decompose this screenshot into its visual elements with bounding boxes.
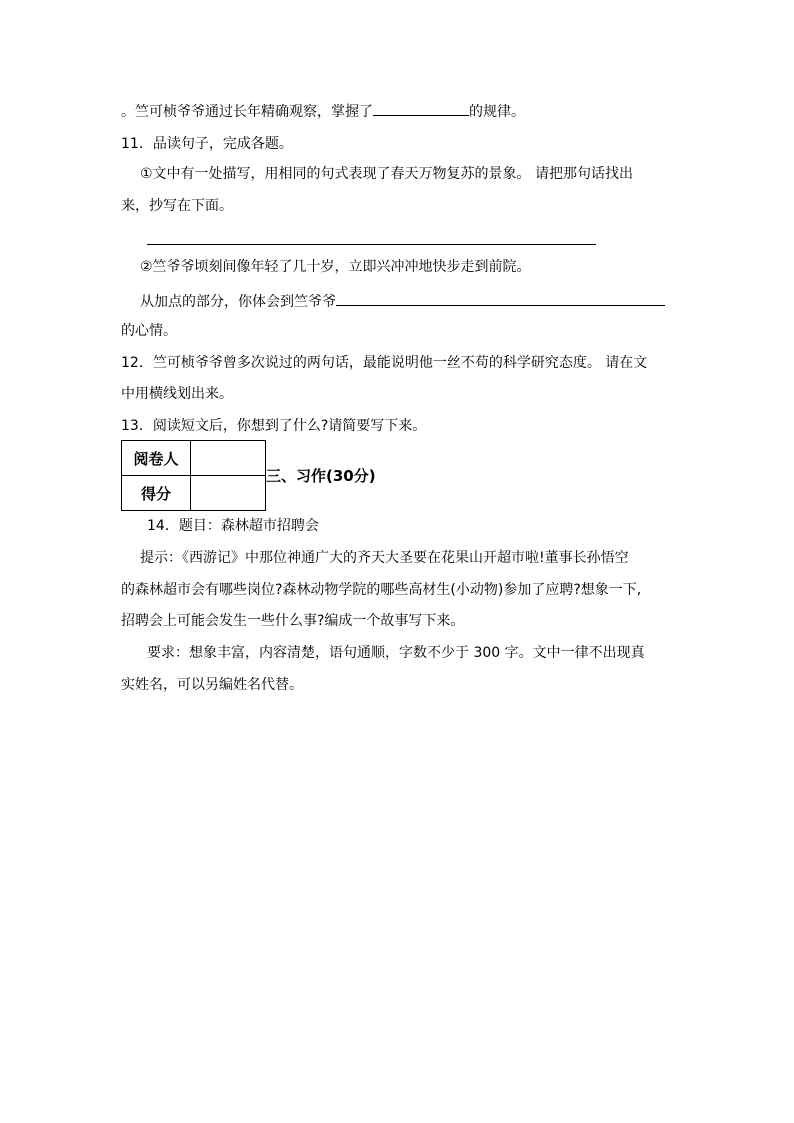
section-title: 三、习作(30分) [266, 467, 376, 485]
question-11-2-prefix: 从加点的部分，你体会到竺爷爷 [140, 294, 336, 310]
answer-blank[interactable] [373, 101, 469, 116]
question-10-text: 。竺可桢爷爷通过长年精确观察，掌握了 [121, 104, 373, 120]
question-13-text: 13．阅读短文后，你想到了什么?请简要写下来。 [121, 418, 427, 434]
question-11-2-suffix: 的心情。 [121, 323, 177, 339]
question-12-text-cont: 中用横线划出来。 [121, 386, 233, 402]
question-10-suffix: 的规律。 [469, 104, 525, 120]
question-14-hint: 提示：《西游记》中那位神通广大的齐天大圣要在花果山开超市啦!董事长孙悟空 [140, 550, 629, 566]
reviewer-label: 阅卷人 [122, 441, 191, 476]
question-14-requirement: 要求：想象丰富，内容清楚，语句通顺，字数不少于 300 字。文中一律不出现真 [147, 645, 645, 661]
question-10-line [121, 101, 525, 122]
question-11-2-text: ②竺爷爷顷刻间像年轻了几十岁，立即兴冲冲地快步走到前院。 [140, 259, 531, 275]
question-11-1-text: ①文中有一处描写，用相同的句式表现了春天万物复苏的景象。 请把那句话找出 [140, 166, 633, 182]
question-11-2-prompt [140, 291, 665, 312]
question-14-title: 14．题目：森林超市招聘会 [147, 518, 319, 534]
question-14-hint-end: 招聘会上可能会发生一些什么事?编成一个故事写下来。 [121, 613, 465, 629]
answer-line[interactable] [147, 244, 596, 245]
reviewer-cell[interactable] [191, 441, 266, 476]
question-11-1-text-cont: 来，抄写在下面。 [121, 198, 233, 214]
question-11-heading: 11．品读句子，完成各题。 [121, 136, 293, 152]
question-14-requirement-cont: 实姓名，可以另编姓名代替。 [121, 677, 303, 693]
score-box [121, 440, 266, 511]
score-label: 得分 [122, 476, 191, 511]
answer-blank[interactable] [336, 291, 665, 306]
question-12-text: 12．竺可桢爷爷曾多次说过的两句话，最能说明他一丝不苟的科学研究态度。 请在文 [121, 355, 648, 371]
score-cell[interactable] [191, 476, 266, 511]
question-14-hint-cont: 的森林超市会有哪些岗位?森林动物学院的哪些高材生(小动物)参加了应聘?想象一下, [121, 582, 642, 598]
